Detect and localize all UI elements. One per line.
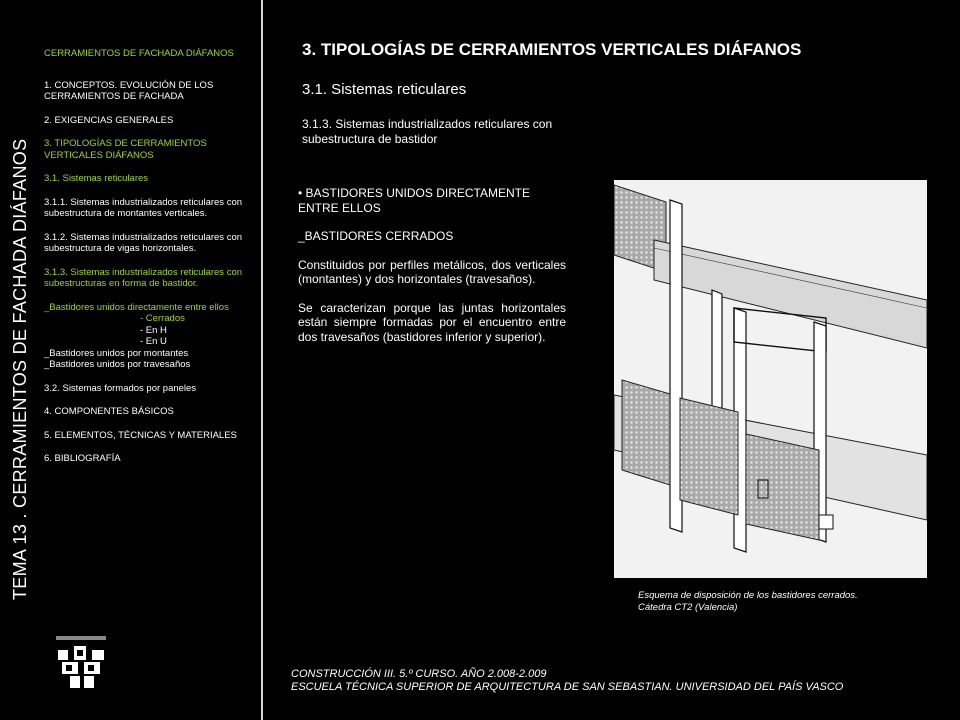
toc-item-sistemas-reticulares[interactable]: 3.1. Sistemas reticulares bbox=[44, 173, 149, 184]
subsection-title: 3.1.3. Sistemas industrializados reticulares con subestructura de bastidor bbox=[302, 117, 553, 146]
toc-item-bastidor[interactable]: 3.1.3. Sistemas industrializados reticulares con subestructuras en forma de bastidor. bbox=[44, 266, 243, 289]
body-bullet: • BASTIDORES UNIDOS DIRECTAMENTE ENTRE ELLOS bbox=[298, 186, 531, 215]
university-logo-icon bbox=[52, 636, 112, 692]
toc-item-tipologias[interactable]: 3. TIPOLOGÍAS DE CERRAMIENTOS VERTICALES DIÁFANOS bbox=[44, 138, 207, 161]
toc-item-paneles[interactable]: 3.2. Sistemas formados por paneles bbox=[44, 382, 197, 394]
caption-line: Esquema de disposición de los bastidores cerrados. bbox=[638, 590, 858, 601]
footer-school: ESCUELA TÉCNICA SUPERIOR DE ARQUITECTURA DE SAN SEBASTIAN. UNIVERSIDAD DEL PAÍS VASCO bbox=[291, 681, 844, 693]
sidebar-divider bbox=[261, 0, 263, 720]
toc-item-montantes[interactable]: 3.1.1. Sistemas industrializados reticulares con subestructura de montantes verticales. bbox=[44, 196, 243, 219]
sidebar bbox=[0, 0, 262, 720]
vertical-topic-title: TEMA 13 . CERRAMIENTOS DE FACHADA DIÁFANOS bbox=[10, 138, 30, 600]
toc-item-bibliografia[interactable]: 6. BIBLIOGRAFÍA bbox=[44, 453, 121, 464]
page-title: 3. TIPOLOGÍAS DE CERRAMIENTOS VERTICALES DIÁFANOS bbox=[302, 40, 802, 59]
table-of-contents bbox=[44, 48, 259, 477]
body-subheading: _BASTIDORES CERRADOS bbox=[298, 229, 454, 243]
toc-sub-en-u: - En U bbox=[140, 336, 167, 347]
section-subtitle: 3.1. Sistemas reticulares bbox=[302, 81, 467, 98]
footer-course: CONSTRUCCIÓN III. 5.º CURSO. AÑO 2.008-2.009 bbox=[291, 668, 547, 680]
toc-item-vigas[interactable]: 3.1.2. Sistemas industrializados reticulares con subestructura de vigas horizontales. bbox=[44, 231, 243, 254]
closed-frames-diagram bbox=[614, 180, 927, 578]
toc-item-componentes[interactable]: 4. COMPONENTES BÁSICOS bbox=[44, 406, 174, 417]
toc-item-bastidores-travesanos[interactable]: _Bastidores unidos por travesaños bbox=[44, 359, 191, 370]
toc-item-conceptos[interactable]: 1. CONCEPTOS. EVOLUCIÓN DE LOS CERRAMIENTOS DE FACHADA bbox=[44, 79, 214, 102]
caption-source: Cátedra CT2 (Valencia) bbox=[638, 602, 738, 613]
toc-sub-en-h: - En H bbox=[140, 324, 167, 336]
toc-item-en-u[interactable] bbox=[44, 336, 259, 348]
toc-item-bastidores-montantes[interactable]: _Bastidores unidos por montantes bbox=[44, 347, 189, 359]
body-text bbox=[298, 186, 566, 358]
toc-item-bastidores-directos[interactable]: _Bastidores unidos directamente entre ellos bbox=[44, 301, 229, 313]
figure-caption bbox=[638, 590, 938, 614]
toc-item-en-h[interactable] bbox=[44, 325, 259, 337]
toc-item-cerrados[interactable] bbox=[44, 313, 259, 325]
toc-item-elementos[interactable]: 5. ELEMENTOS, TÉCNICAS Y MATERIALES bbox=[44, 429, 237, 441]
toc-sub-cerrados: - Cerrados bbox=[140, 313, 185, 324]
toc-item-exigencias[interactable]: 2. EXIGENCIAS GENERALES bbox=[44, 114, 174, 126]
body-paragraph: Constituidos por perfiles metálicos, dos verticales (montantes) y dos horizontales (travesaños). bbox=[298, 257, 566, 286]
body-paragraph: Se caracterizan porque las juntas horizontales están siempre formadas por el encuentro entre dos travesaños (bastidores inferior y superior). bbox=[298, 300, 566, 344]
toc-heading: CERRAMIENTOS DE FACHADA DIÁFANOS bbox=[44, 48, 234, 59]
footer bbox=[291, 668, 843, 694]
